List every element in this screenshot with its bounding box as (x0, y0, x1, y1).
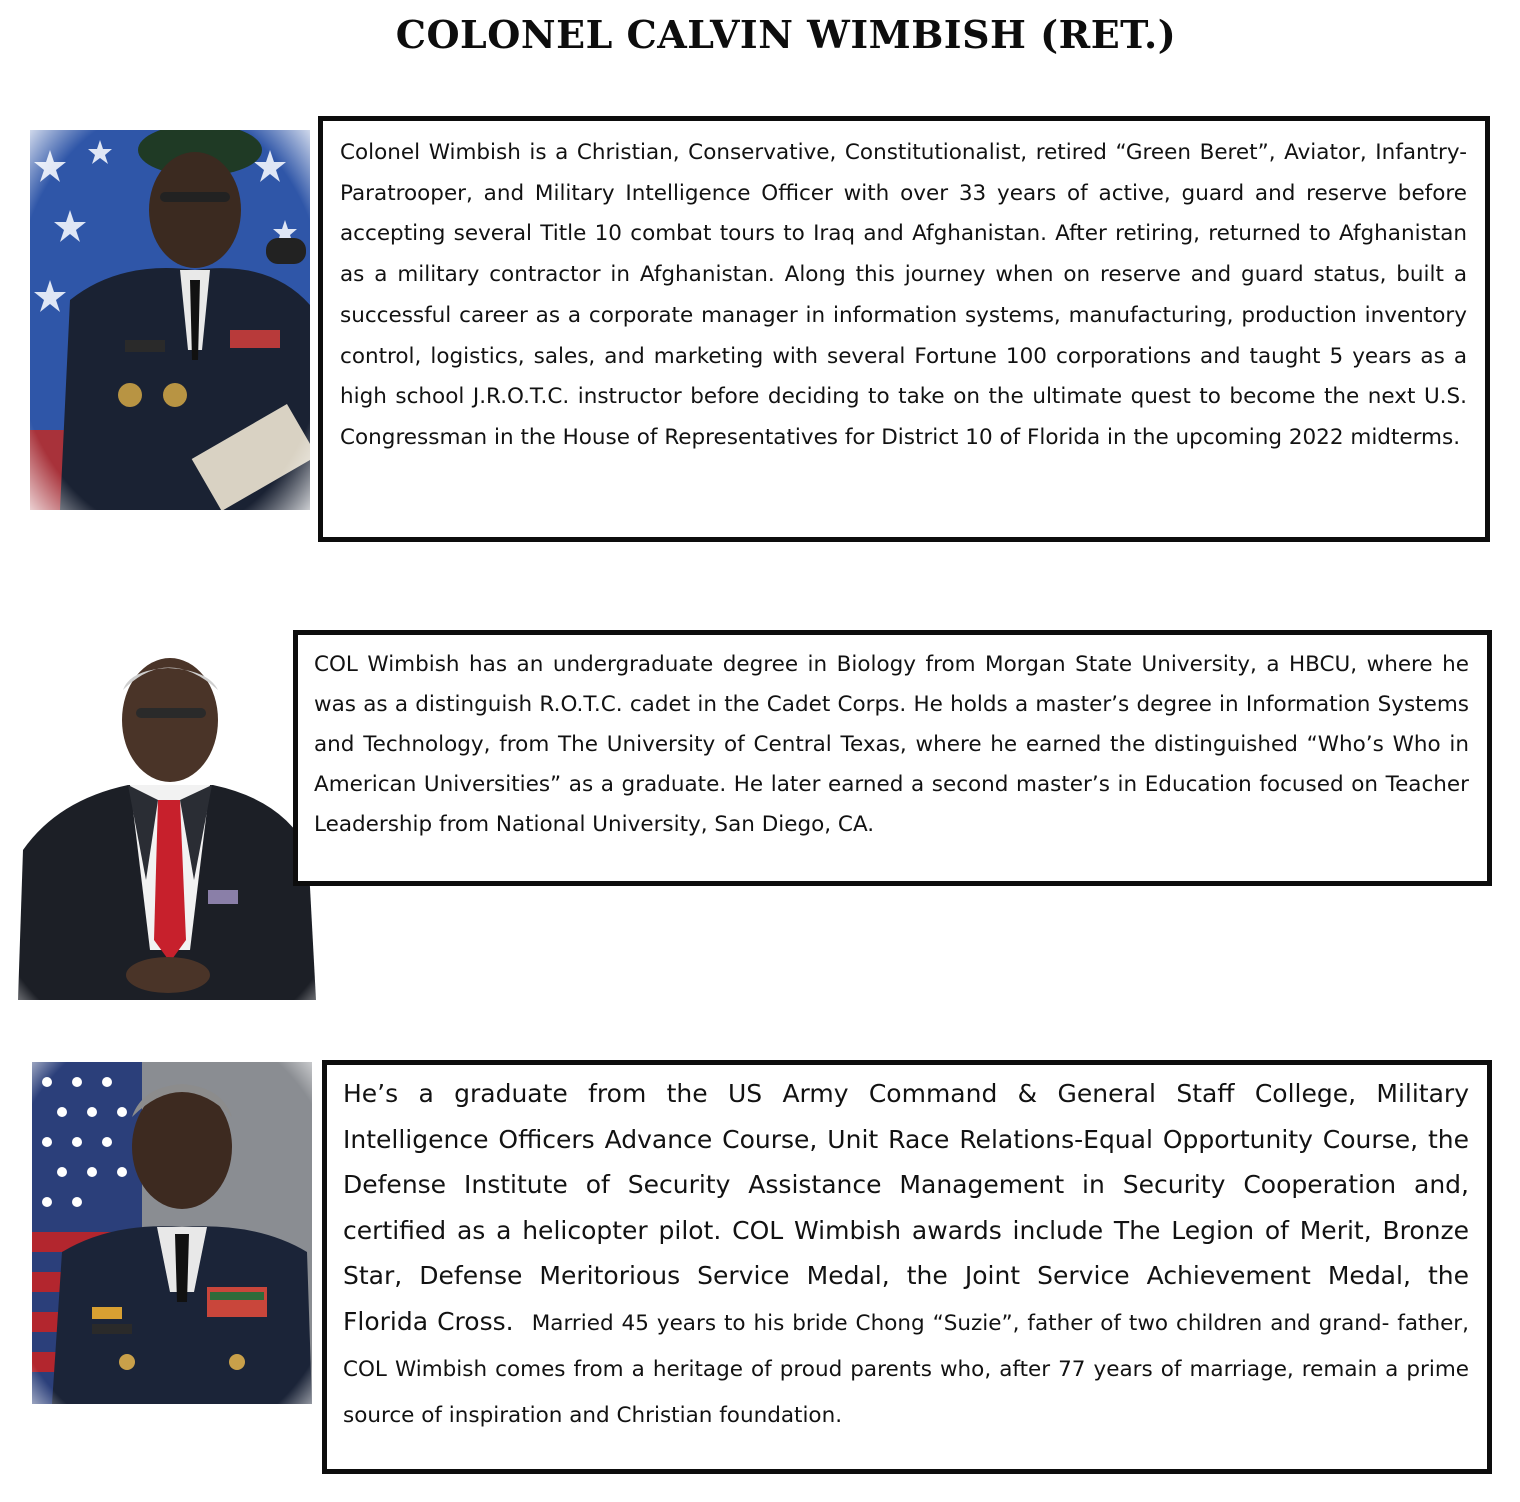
bio-text-education: COL Wimbish has an undergraduate degree in Biology from Morgan State University, a HBCU, where he was as a distinguish R.O.T.C. cadet in the Cadet Corps. He holds a master’s degree in Information Systems and Technology, from The University of Central Texas, where he earned the distinguished “Who’s Who in American Universities” as a graduate. He later earned a second master’s in Education focused on Teacher Leadership from National University, San Diego, CA. (314, 652, 1469, 837)
page-title: COLONEL CALVIN WIMBISH (RET.) (395, 12, 1177, 57)
bio-box-education (293, 630, 1492, 886)
uniformed-speaker-photo (30, 130, 310, 510)
bio-text-awards: He’s a graduate from the US Army Command & General Staff College, Military Intelligence Officers Advance Course, Unit Race Relations-Equal Opportunity Course, the Defense Institute of Security Assistance Management in Security Cooperation and, certified as a helicopter pilot. COL Wimbish awards include The Legion of Merit, Bronze Star, Defense Meritorious Service Medal, the Joint Service Achievement Medal, the Florida Cross. (343, 1079, 1469, 1336)
bio-text-family: Married 45 years to his bride Chong “Suzie”, father of two children and grand- father, COL Wimbish comes from a heritage of proud parents who, after 77 years of marriage, remain a prime source of inspiration and Christian foundation. (343, 1310, 1469, 1428)
bio-text-career: Colonel Wimbish is a Christian, Conservative, Constitutionalist, retired “Green Beret”, Aviator, Infantry-Paratrooper, and Military Intelligence Officer with over 33 years of active, guard and reserve before accepting several Title 10 combat tours to Iraq and Afghanistan. After retiring, returned to Afghanistan as a military contractor in Afghanistan. Along this journey when on reserve and guard status, built a successful career as a corporate manager in information systems, manufacturing, production inventory control, logistics, sales, and marketing with several Fortune 100 corporations and taught 5 years as a high school J.R.O.T.C. instructor before deciding to take on the ultimate quest to become the next U.S. Congressman in the House of Representatives for District 10 of Florida in the upcoming 2022 midterms. (340, 140, 1467, 450)
suit-portrait-photo (18, 650, 316, 1000)
bio-box-career (318, 116, 1490, 542)
bio-text-training-awards (343, 1071, 1469, 1437)
uniform-flag-portrait-photo (32, 1062, 312, 1404)
bio-box-training-awards (322, 1060, 1492, 1474)
